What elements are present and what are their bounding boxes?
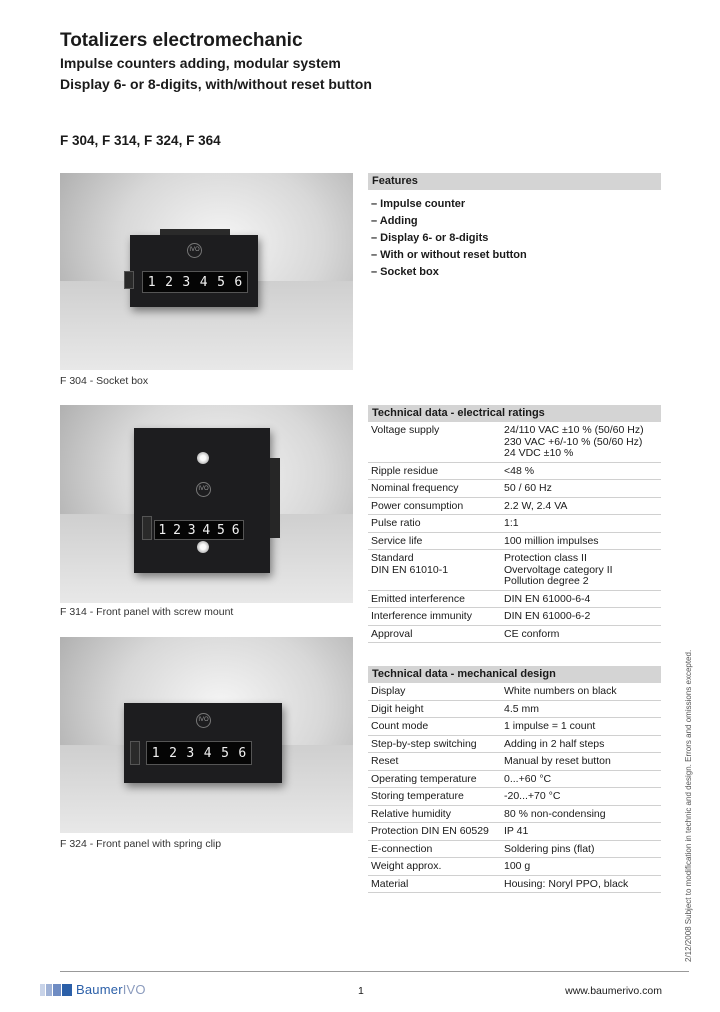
spec-label: Emitted interference: [371, 592, 465, 605]
screw-hole-icon: [197, 452, 209, 464]
features-section: [368, 173, 661, 281]
spec-label: Service life: [371, 534, 423, 547]
counter-body: [134, 428, 270, 573]
electrical-heading: Technical data - electrical ratings: [368, 405, 661, 422]
ivo-logo-icon: IVO: [196, 713, 211, 728]
caption-f324: F 324 - Front panel with spring clip: [60, 838, 222, 850]
spec-label: Operating temperature: [371, 772, 477, 785]
spec-value: CE conform: [504, 627, 560, 640]
spec-label: Ripple residue: [371, 464, 439, 477]
feature-item: – Impulse counter: [371, 198, 466, 210]
display-digit: 2: [165, 274, 173, 290]
feature-item: – Display 6- or 8-digits: [371, 232, 489, 244]
spec-value: Adding in 2 half steps: [504, 737, 605, 750]
spec-row: [368, 701, 661, 719]
model-numbers: F 304, F 314, F 324, F 364: [60, 133, 221, 148]
spec-value: 2.2 W, 2.4 VA: [504, 499, 568, 512]
features-heading: Features: [368, 173, 661, 190]
spec-label: Digit height: [371, 702, 424, 715]
display-digit: 1: [151, 745, 160, 761]
spec-value: White numbers on black: [504, 685, 617, 697]
spec-row: [368, 683, 661, 701]
brand-name-ivo: IVO: [122, 982, 146, 997]
display-digit: 3: [186, 745, 195, 761]
spec-row: [368, 718, 661, 736]
spec-row: [368, 480, 661, 498]
spec-label: Interference immunity: [371, 610, 472, 622]
spec-row: [368, 858, 661, 876]
display-digit: 4: [202, 522, 211, 538]
display-digit: 4: [203, 745, 212, 761]
display-digit: 5: [217, 274, 225, 290]
display-digit: 6: [231, 522, 240, 538]
spec-label: Storing temperature: [371, 790, 464, 802]
caption-f314: F 314 - Front panel with screw mount: [60, 606, 234, 618]
spec-value: 80 % non-condensing: [504, 807, 606, 820]
digit-display: [142, 271, 248, 293]
spec-value: 1:1: [504, 517, 519, 529]
spec-row: [368, 876, 661, 894]
digit-display: [154, 520, 244, 540]
spec-label: E-connection: [371, 842, 433, 855]
spec-value: Housing: Noryl PPO, black: [504, 877, 629, 890]
ivo-logo-icon: IVO: [187, 243, 202, 258]
spec-label: Nominal frequency: [371, 482, 459, 494]
display-digit: 3: [187, 522, 196, 538]
product-photo-f314: [60, 405, 353, 603]
spec-value: DIN EN 61000-6-4: [504, 592, 591, 605]
features-list: [368, 196, 661, 281]
display-digit: 5: [221, 745, 229, 761]
spec-value: 100 million impulses: [504, 534, 599, 547]
spec-row: [368, 823, 661, 841]
reset-button: [130, 741, 140, 765]
spec-row: [368, 626, 661, 644]
ivo-logo-icon: IVO: [196, 482, 211, 497]
feature-item: – Socket box: [371, 266, 439, 278]
spec-label: Relative humidity: [371, 807, 451, 820]
counter-body: [130, 235, 258, 307]
display-digit: 5: [217, 522, 225, 538]
spec-label: Reset: [371, 755, 399, 767]
spec-value: 1 impulse = 1 count: [504, 720, 596, 732]
spec-value: 100 g: [504, 860, 531, 872]
document-header: [60, 30, 372, 94]
mechanical-section: [368, 666, 661, 893]
spec-label: Weight approx.: [371, 860, 442, 872]
display-digit: 1: [158, 522, 167, 538]
page-title: Totalizers electromechanic: [60, 30, 303, 51]
spec-row: [368, 771, 661, 789]
spec-row: [368, 788, 661, 806]
reset-button: [142, 516, 152, 540]
spec-label: Approval: [371, 627, 413, 640]
spec-value: Manual by reset button: [504, 755, 611, 767]
electrical-section: [368, 405, 661, 643]
footer-divider: [60, 971, 689, 972]
display-digit: 2: [169, 745, 177, 761]
spec-value: -20...+70 °C: [504, 790, 561, 802]
spec-row: [368, 608, 661, 626]
display-digit: 2: [173, 522, 181, 538]
spec-value: 24/110 VAC ±10 % (50/60 Hz) 230 VAC +6/-10 % (50/60 Hz) 24 VDC ±10 %: [504, 424, 644, 459]
spec-row: [368, 498, 661, 516]
spec-row: [368, 736, 661, 754]
spec-value: 50 / 60 Hz: [504, 482, 552, 494]
page-number: 1: [358, 985, 364, 997]
side-note: 2/12/2008 Subject to modification in technic and design. Errors and omissions excepted.: [684, 649, 693, 962]
spec-value: 4.5 mm: [504, 702, 540, 715]
spec-row: [368, 515, 661, 533]
spec-row: [368, 422, 661, 463]
website-link[interactable]: www.baumerivo.com: [565, 985, 662, 997]
spec-label: Standard DIN EN 61010-1: [371, 552, 449, 576]
spec-row: [368, 841, 661, 859]
caption-f304: F 304 - Socket box: [60, 375, 149, 387]
spec-label: Power consumption: [371, 499, 464, 512]
logo-bars-icon: [40, 984, 72, 996]
display-digit: 6: [238, 745, 247, 761]
display-digit: 3: [182, 274, 191, 290]
spec-label: Pulse ratio: [371, 517, 421, 529]
spec-label: Count mode: [371, 720, 429, 732]
brand-logo: [40, 982, 146, 997]
electrical-table: [368, 422, 661, 643]
mechanical-heading: Technical data - mechanical design: [368, 666, 661, 683]
spec-value: Protection class II Overvoltage category II Pollution degree 2: [504, 552, 613, 587]
spec-row: [368, 550, 661, 591]
spec-value: Soldering pins (flat): [504, 842, 595, 855]
display-digit: 4: [199, 274, 208, 290]
spec-label: Voltage supply: [371, 424, 440, 436]
digit-display: [146, 741, 252, 765]
subtitle-line-2: Display 6- or 8-digits, with/without reset button: [60, 76, 372, 92]
spec-row: [368, 533, 661, 551]
reset-button: [124, 271, 134, 289]
spec-value: IP 41: [504, 825, 529, 837]
product-photo-f324: [60, 637, 353, 833]
brand-name: [76, 982, 146, 997]
spec-row: [368, 463, 661, 481]
screw-hole-icon: [197, 541, 209, 553]
spec-row: [368, 806, 661, 824]
subtitle-line-1: Impulse counters adding, modular system: [60, 55, 341, 71]
spec-row: [368, 753, 661, 771]
brand-name-baumer: Baumer: [76, 982, 123, 997]
mechanical-table: [368, 683, 661, 893]
product-photo-f304: [60, 173, 353, 370]
spec-value: DIN EN 61000-6-2: [504, 610, 591, 622]
spec-label: Protection DIN EN 60529: [371, 825, 489, 837]
spec-value: <48 %: [504, 464, 535, 477]
feature-item: – Adding: [371, 215, 418, 227]
spec-row: [368, 591, 661, 609]
spec-label: Display: [371, 685, 406, 697]
spec-label: Material: [371, 877, 409, 890]
spec-label: Step-by-step switching: [371, 737, 477, 750]
display-digit: 6: [234, 274, 243, 290]
counter-body: [124, 703, 282, 783]
spec-value: 0...+60 °C: [504, 772, 552, 785]
display-digit: 1: [147, 274, 156, 290]
feature-item: – With or without reset button: [371, 249, 527, 261]
